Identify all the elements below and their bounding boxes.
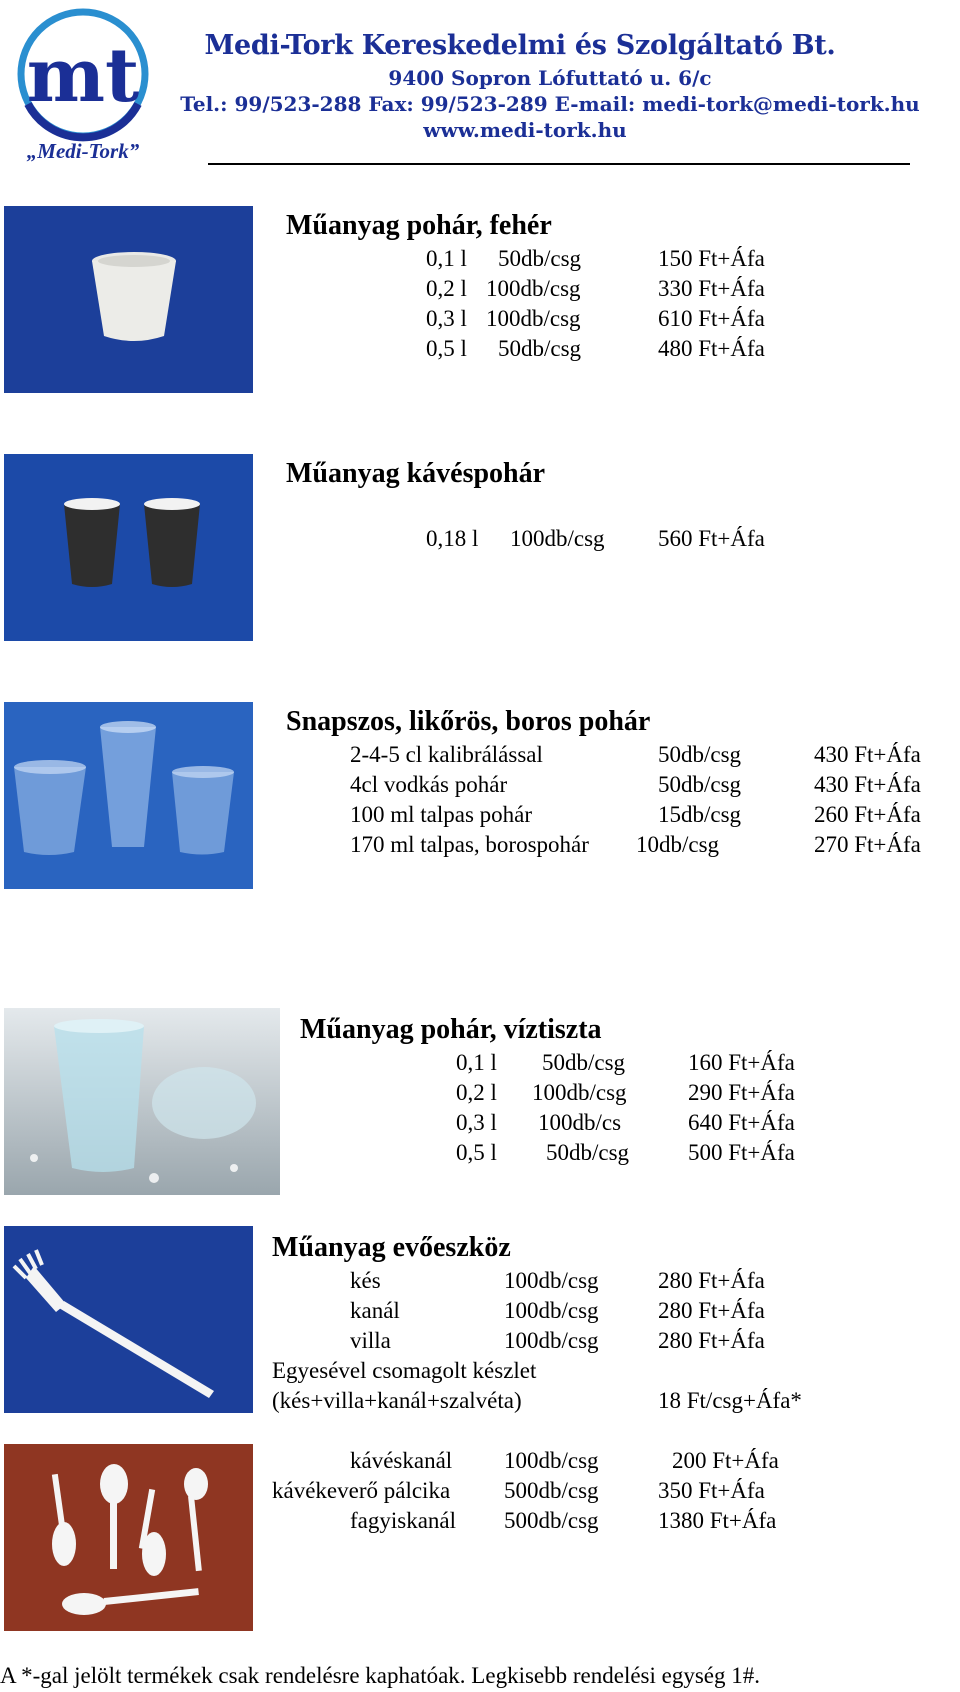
name-cell: kés xyxy=(350,1268,381,1293)
pack-cell: 100db/csg xyxy=(532,1080,627,1105)
shot-glass-photo xyxy=(4,702,253,889)
section-title: Műanyag pohár, víztiszta xyxy=(300,1014,602,1045)
price-cell: 270 Ft+Áfa xyxy=(814,832,921,857)
pack-cell: 15db/csg xyxy=(658,802,742,827)
price-cell: 480 Ft+Áfa xyxy=(658,336,765,361)
price-cell: 560 Ft+Áfa xyxy=(658,526,765,551)
section-title: Műanyag pohár, fehér xyxy=(286,210,552,241)
pack-cell: 50db/csg xyxy=(498,336,582,361)
pack-cell: 100db/csg xyxy=(504,1448,599,1473)
pack-cell: 100db/csg xyxy=(486,276,581,301)
price-cell: 330 Ft+Áfa xyxy=(658,276,765,301)
logo-caption: „Medi-Tork” xyxy=(26,139,140,163)
pack-cell: 500db/csg xyxy=(504,1478,599,1503)
name-cell: kávékeverő pálcika xyxy=(272,1478,451,1503)
price-cell: 280 Ft+Áfa xyxy=(658,1298,765,1323)
pack-cell: 10db/csg xyxy=(636,832,720,857)
clear-cup-photo xyxy=(4,1008,280,1195)
name-cell: fagyiskanál xyxy=(350,1508,457,1533)
price-cell: 640 Ft+Áfa xyxy=(688,1110,795,1135)
pack-cell: 100db/cs xyxy=(538,1110,622,1135)
price-cell: 500 Ft+Áfa xyxy=(688,1140,795,1165)
size-cell: 0,2 l xyxy=(426,276,467,301)
company-contact: Tel.: 99/523-288 Fax: 99/523-289 E-mail: medi-tork@medi-tork.hu xyxy=(180,92,920,116)
company-website[interactable]: www.medi-tork.hu xyxy=(423,118,627,142)
size-cell: 0,1 l xyxy=(426,246,467,271)
pack-cell: 500db/csg xyxy=(504,1508,599,1533)
company-logo xyxy=(8,6,158,166)
footer-note: A *-gal jelölt termékek csak rendelésre kaphatóak. Legkisebb rendelési egység 1#. xyxy=(0,1663,760,1688)
set-price: 18 Ft/csg+Áfa* xyxy=(658,1388,802,1413)
size-cell: 0,5 l xyxy=(456,1140,497,1165)
price-cell: 430 Ft+Áfa xyxy=(814,772,921,797)
pack-cell: 100db/csg xyxy=(486,306,581,331)
pack-cell: 100db/csg xyxy=(504,1268,599,1293)
size-cell: 0,3 l xyxy=(456,1110,497,1135)
pack-cell: 50db/csg xyxy=(546,1140,630,1165)
name-cell: 2-4-5 cl kalibrálással xyxy=(350,742,543,767)
company-name: Medi-Tork Kereskedelmi és Szolgáltató Bt. xyxy=(204,30,836,61)
price-cell: 290 Ft+Áfa xyxy=(688,1080,795,1105)
price-cell: 430 Ft+Áfa xyxy=(814,742,921,767)
pack-cell: 50db/csg xyxy=(498,246,582,271)
name-cell: 170 ml talpas, borospohár xyxy=(350,832,589,857)
size-cell: 0,3 l xyxy=(426,306,467,331)
price-cell: 280 Ft+Áfa xyxy=(658,1268,765,1293)
section-title: Műanyag evőeszköz xyxy=(272,1232,511,1263)
coffee-cup-photo xyxy=(4,454,253,641)
price-cell: 280 Ft+Áfa xyxy=(658,1328,765,1353)
set-contents: (kés+villa+kanál+szalvéta) xyxy=(272,1388,522,1413)
price-cell: 350 Ft+Áfa xyxy=(658,1478,765,1503)
name-cell: villa xyxy=(350,1328,391,1353)
price-cell: 160 Ft+Áfa xyxy=(688,1050,795,1075)
price-cell: 260 Ft+Áfa xyxy=(814,802,921,827)
pack-cell: 50db/csg xyxy=(658,742,742,767)
size-cell: 0,1 l xyxy=(456,1050,497,1075)
size-cell: 0,2 l xyxy=(456,1080,497,1105)
name-cell: 4cl vodkás pohár xyxy=(350,772,508,797)
spoons-photo xyxy=(4,1444,253,1631)
fork-photo xyxy=(4,1226,253,1413)
name-cell: 100 ml talpas pohár xyxy=(350,802,533,827)
set-description: Egyesével csomagolt készlet xyxy=(272,1358,537,1383)
section-title: Snapszos, likőrös, boros pohár xyxy=(286,706,651,737)
name-cell: kanál xyxy=(350,1298,400,1323)
price-cell: 610 Ft+Áfa xyxy=(658,306,765,331)
price-cell: 200 Ft+Áfa xyxy=(672,1448,779,1473)
name-cell: kávéskanál xyxy=(350,1448,453,1473)
section-title: Műanyag kávéspohár xyxy=(286,458,546,489)
pack-cell: 50db/csg xyxy=(658,772,742,797)
logo-letters: mt xyxy=(26,33,140,119)
price-cell: 150 Ft+Áfa xyxy=(658,246,765,271)
size-cell: 0,5 l xyxy=(426,336,467,361)
company-address: 9400 Sopron Lófuttató u. 6/c xyxy=(388,66,712,90)
pack-cell: 100db/csg xyxy=(504,1298,599,1323)
pack-cell: 100db/csg xyxy=(510,526,605,551)
pack-cell: 50db/csg xyxy=(542,1050,626,1075)
header-divider xyxy=(208,163,910,165)
price-cell: 1380 Ft+Áfa xyxy=(658,1508,777,1533)
size-cell: 0,18 l xyxy=(426,526,479,551)
white-cup-photo xyxy=(4,206,253,393)
pack-cell: 100db/csg xyxy=(504,1328,599,1353)
